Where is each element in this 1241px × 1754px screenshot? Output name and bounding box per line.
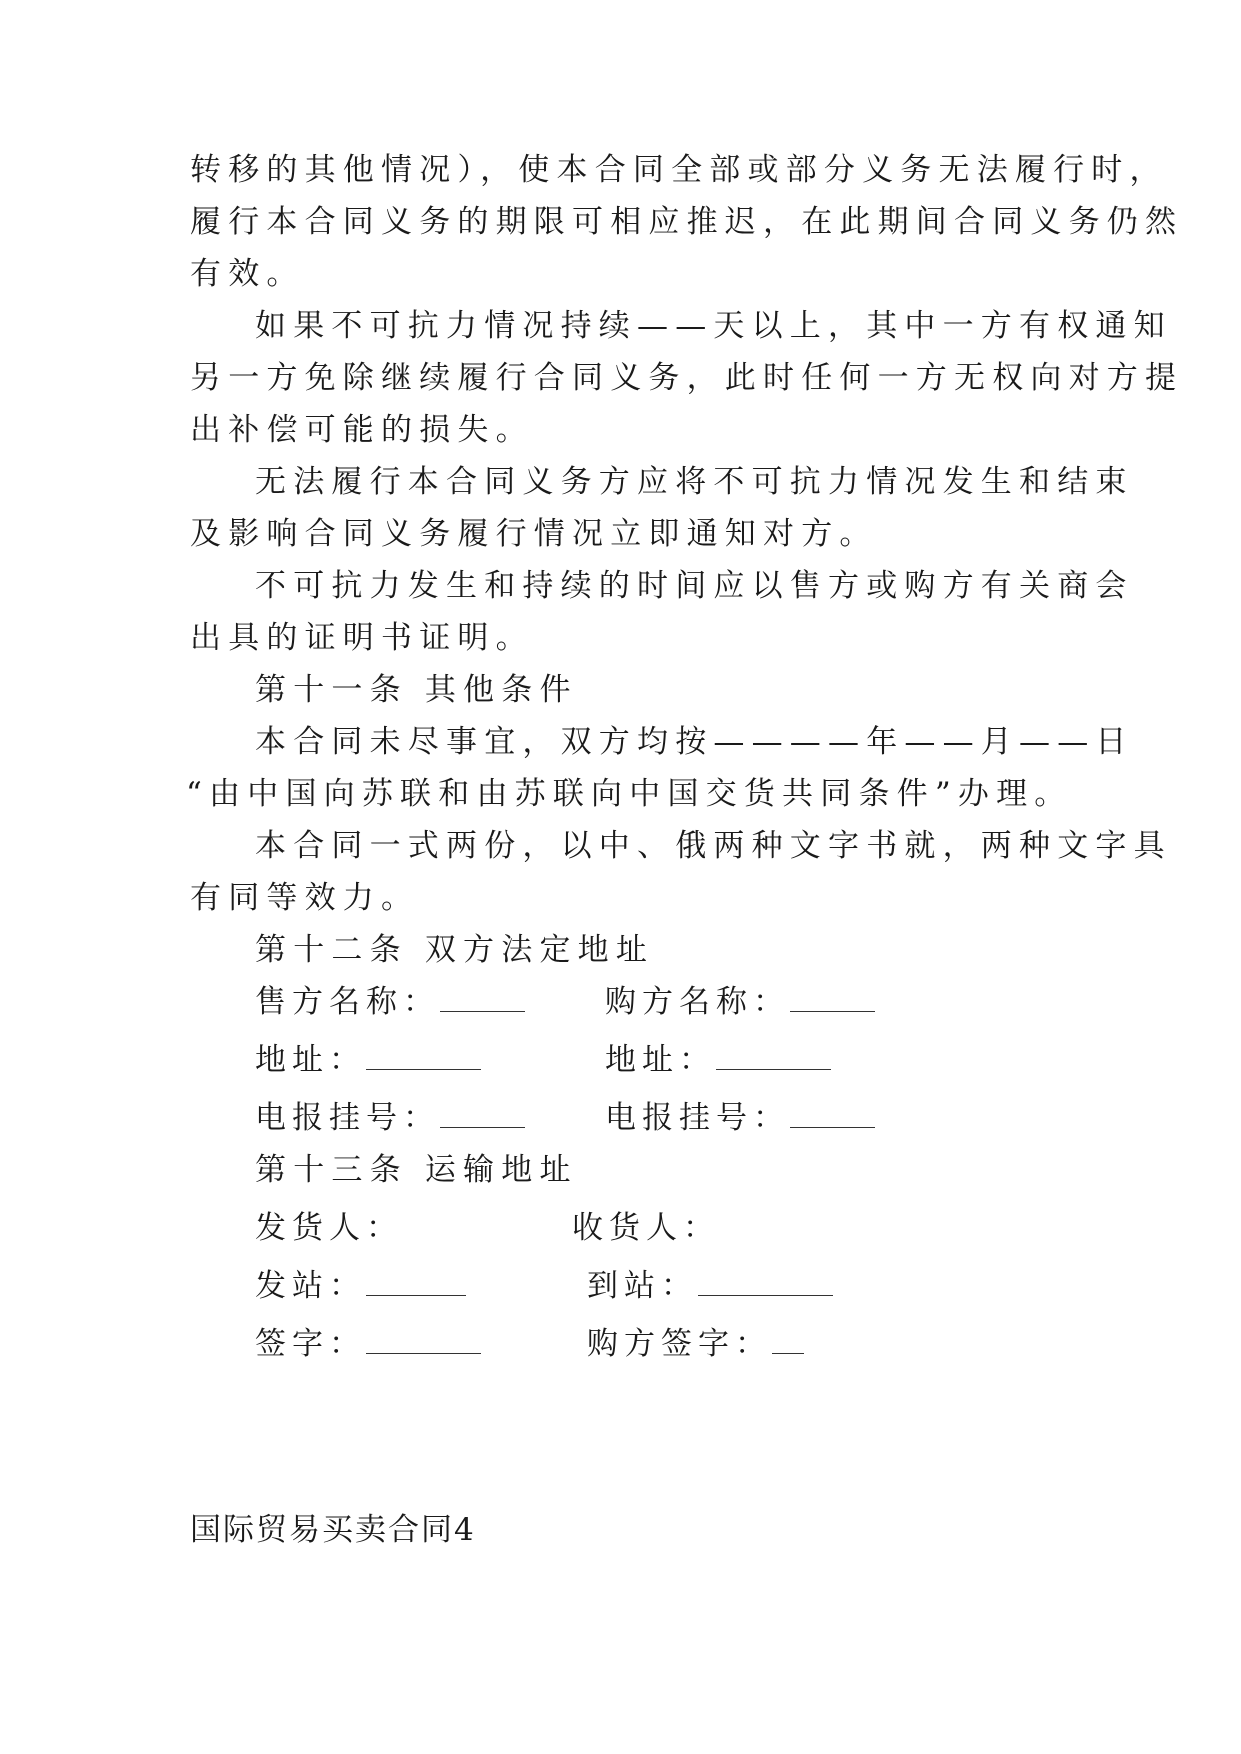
paragraph-line: 出补偿可能的损失。 [190, 412, 534, 448]
next-document-title: 国际贸易买卖合同4 [190, 1512, 476, 1548]
seller-name-label: 售方名称： [255, 984, 440, 1020]
paragraph-line: 有同等效力。 [190, 880, 420, 916]
buyer-telegraph-label: 电报挂号： [605, 1100, 790, 1136]
shipper-label: 发货人： [255, 1210, 403, 1246]
buyer-address-blank [716, 1043, 831, 1070]
buyer-name-label: 购方名称： [605, 984, 790, 1020]
paragraph-line: 及影响合同义务履行情况立即通知对方。 [190, 516, 878, 552]
departure-station-field [255, 1266, 466, 1306]
buyer-name-blank [790, 985, 875, 1012]
seller-telegraph-field [255, 1098, 525, 1138]
arrival-station-label: 到站： [587, 1268, 698, 1304]
signature-field [255, 1324, 481, 1364]
seller-name-field [255, 982, 525, 1022]
paragraph-line: 履行本合同义务的期限可相应推迟，在此期间合同义务仍然 [190, 204, 1184, 240]
signature-blank [366, 1327, 481, 1354]
buyer-address-field [605, 1040, 831, 1080]
buyer-address-label: 地址： [605, 1042, 716, 1078]
paragraph-line: 出具的证明书证明。 [190, 620, 534, 656]
seller-address-label: 地址： [255, 1042, 366, 1078]
buyer-telegraph-blank [790, 1101, 875, 1128]
seller-telegraph-label: 电报挂号： [255, 1100, 440, 1136]
paragraph-line: 有效。 [190, 256, 305, 292]
article-heading: 第十三条 运输地址 [255, 1152, 578, 1188]
consignee-label: 收货人： [572, 1210, 720, 1246]
buyer-name-field [605, 982, 875, 1022]
arrival-station-field [587, 1266, 833, 1306]
paragraph-line: 转移的其他情况），使本合同全部或部分义务无法履行时， [190, 152, 1168, 188]
signature-label: 签字： [255, 1326, 366, 1362]
buyer-telegraph-field [605, 1098, 875, 1138]
seller-address-field [255, 1040, 481, 1080]
paragraph-line: 无法履行本合同义务方应将不可抗力情况发生和结束 [255, 464, 1134, 500]
buyer-signature-field [587, 1324, 804, 1364]
buyer-signature-blank [772, 1327, 804, 1354]
buyer-signature-label: 购方签字： [587, 1326, 772, 1362]
article-heading: 第十二条 双方法定地址 [255, 932, 655, 968]
paragraph-line: 本合同一式两份，以中、俄两种文字书就，两种文字具 [255, 828, 1172, 864]
paragraph-line: 另一方免除继续履行合同义务，此时任何一方无权向对方提 [190, 360, 1184, 396]
paragraph-line: 本合同未尽事宜，双方均按————年——月——日 [255, 724, 1134, 760]
paragraph-line: 不可抗力发生和持续的时间应以售方或购方有关商会 [255, 568, 1134, 604]
paragraph-line: 如果不可抗力情况持续——天以上，其中一方有权通知 [255, 308, 1172, 344]
seller-name-blank [440, 985, 525, 1012]
departure-station-label: 发站： [255, 1268, 366, 1304]
consignee-field [572, 1208, 720, 1248]
departure-station-blank [366, 1269, 466, 1296]
article-heading: 第十一条 其他条件 [255, 672, 578, 708]
shipper-field [255, 1208, 403, 1248]
paragraph-line: “由中国向苏联和由苏联向中国交货共同条件”办理。 [186, 776, 1073, 812]
arrival-station-blank [698, 1269, 833, 1296]
seller-address-blank [366, 1043, 481, 1070]
seller-telegraph-blank [440, 1101, 525, 1128]
